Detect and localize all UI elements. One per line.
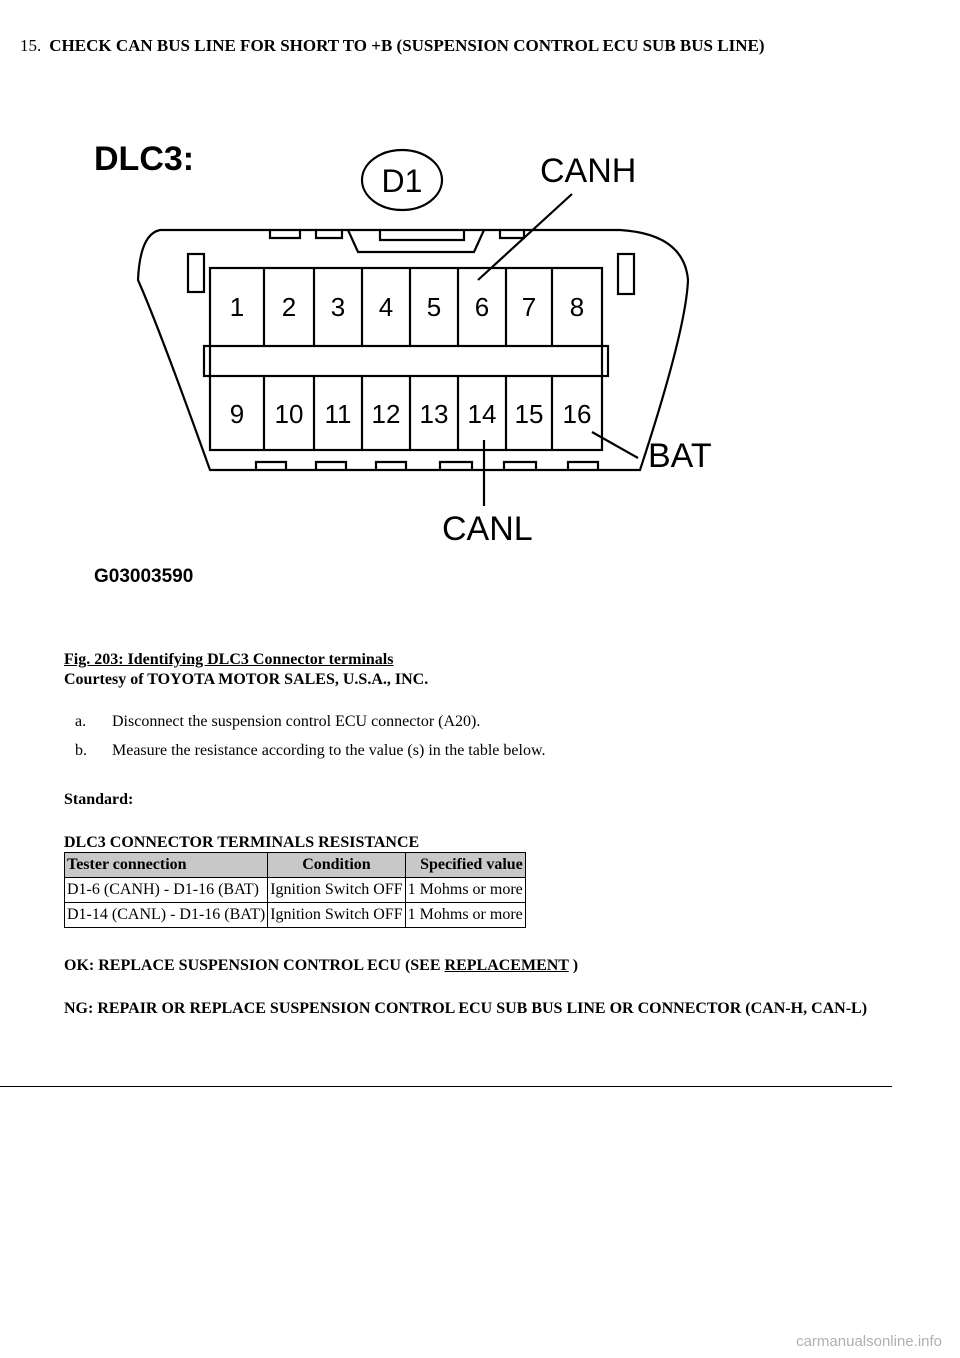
pin-14: 14 bbox=[467, 399, 497, 429]
figure-caption bbox=[64, 650, 428, 690]
figure-title: Fig. 203: Identifying DLC3 Connector terminals bbox=[64, 651, 394, 668]
step-number: 15. bbox=[20, 36, 42, 55]
ok-result bbox=[64, 955, 578, 976]
resistance-table bbox=[64, 852, 526, 928]
step-heading bbox=[20, 36, 764, 56]
step-text: Disconnect the suspension control ECU connector (A20). bbox=[112, 713, 481, 730]
pin-12: 12 bbox=[371, 399, 401, 429]
dlc3-label: DLC3: bbox=[94, 140, 195, 178]
column-header: Condition bbox=[268, 853, 405, 878]
canh-label: CANH bbox=[540, 152, 637, 190]
step-title: CHECK CAN BUS LINE FOR SHORT TO +B (SUSPENSION CONTROL ECU SUB BUS LINE) bbox=[49, 36, 765, 55]
pin-6: 6 bbox=[474, 292, 490, 322]
table-title: DLC3 CONNECTOR TERMINALS RESISTANCE bbox=[64, 834, 420, 851]
housing-top-notches bbox=[270, 230, 524, 240]
figure-courtesy: Courtesy of TOYOTA MOTOR SALES, U.S.A., INC. bbox=[64, 671, 429, 688]
ng-result: NG: REPAIR OR REPLACE SUSPENSION CONTROL ECU SUB BUS LINE OR CONNECTOR (CAN-H, CAN-L) bbox=[64, 1000, 868, 1017]
pin-2: 2 bbox=[281, 292, 297, 322]
table-cell: Ignition Switch OFF bbox=[268, 903, 405, 928]
pin-16: 16 bbox=[562, 399, 592, 429]
top-pin-cells bbox=[264, 268, 552, 346]
table-cell: Ignition Switch OFF bbox=[268, 878, 405, 903]
pin-5: 5 bbox=[426, 292, 442, 322]
table-row bbox=[65, 878, 526, 903]
canl-label: CANL bbox=[442, 510, 533, 548]
connector-id-label: D1 bbox=[381, 163, 423, 199]
figure-code: G03003590 bbox=[94, 566, 194, 587]
pin-8: 8 bbox=[569, 292, 585, 322]
step-text: Measure the resistance according to the value (s) in the table below. bbox=[112, 742, 546, 759]
pin-1: 1 bbox=[229, 292, 245, 322]
housing-bottom-notches bbox=[256, 462, 598, 470]
left-side-slot bbox=[188, 254, 204, 292]
pin-3: 3 bbox=[330, 292, 346, 322]
pin-13: 13 bbox=[419, 399, 449, 429]
ok-suffix: ) bbox=[568, 957, 579, 974]
pin-9: 9 bbox=[229, 399, 245, 429]
pin-4: 4 bbox=[378, 292, 394, 322]
procedure-step bbox=[64, 712, 545, 732]
dlc3-connector-figure bbox=[80, 130, 760, 590]
table-cell: 1 Mohms or more bbox=[405, 878, 525, 903]
table-cell: 1 Mohms or more bbox=[405, 903, 525, 928]
pin-10: 10 bbox=[274, 399, 304, 429]
pin-11: 11 bbox=[324, 399, 352, 429]
procedure-step bbox=[64, 741, 545, 761]
table-cell: D1-6 (CANH) - D1-16 (BAT) bbox=[65, 878, 268, 903]
table-header-row bbox=[65, 853, 526, 878]
step-marker: a. bbox=[75, 713, 87, 730]
step-marker: b. bbox=[75, 742, 87, 759]
pin-7: 7 bbox=[521, 292, 537, 322]
column-header: Tester connection bbox=[65, 853, 268, 878]
bat-label: BAT bbox=[648, 437, 712, 475]
bat-leader-line bbox=[592, 432, 638, 458]
top-pin-numbers bbox=[230, 292, 584, 322]
right-side-slot bbox=[618, 254, 634, 294]
table-row bbox=[65, 903, 526, 928]
connector-housing bbox=[138, 230, 688, 470]
pin-15: 15 bbox=[514, 399, 544, 429]
procedure-steps bbox=[64, 712, 545, 770]
table-cell: D1-14 (CANL) - D1-16 (BAT) bbox=[65, 903, 268, 928]
watermark: carmanualsonline.info bbox=[796, 1333, 942, 1350]
standard-label: Standard: bbox=[64, 791, 134, 808]
center-divider bbox=[204, 346, 608, 376]
bottom-pin-cells bbox=[264, 376, 552, 450]
dlc3-connector-diagram bbox=[80, 130, 760, 590]
replacement-link[interactable]: REPLACEMENT bbox=[444, 957, 569, 974]
horizontal-rule bbox=[0, 1086, 892, 1087]
column-header: Specified value bbox=[405, 853, 525, 878]
ok-text: OK: REPLACE SUSPENSION CONTROL ECU (SEE bbox=[64, 957, 445, 974]
